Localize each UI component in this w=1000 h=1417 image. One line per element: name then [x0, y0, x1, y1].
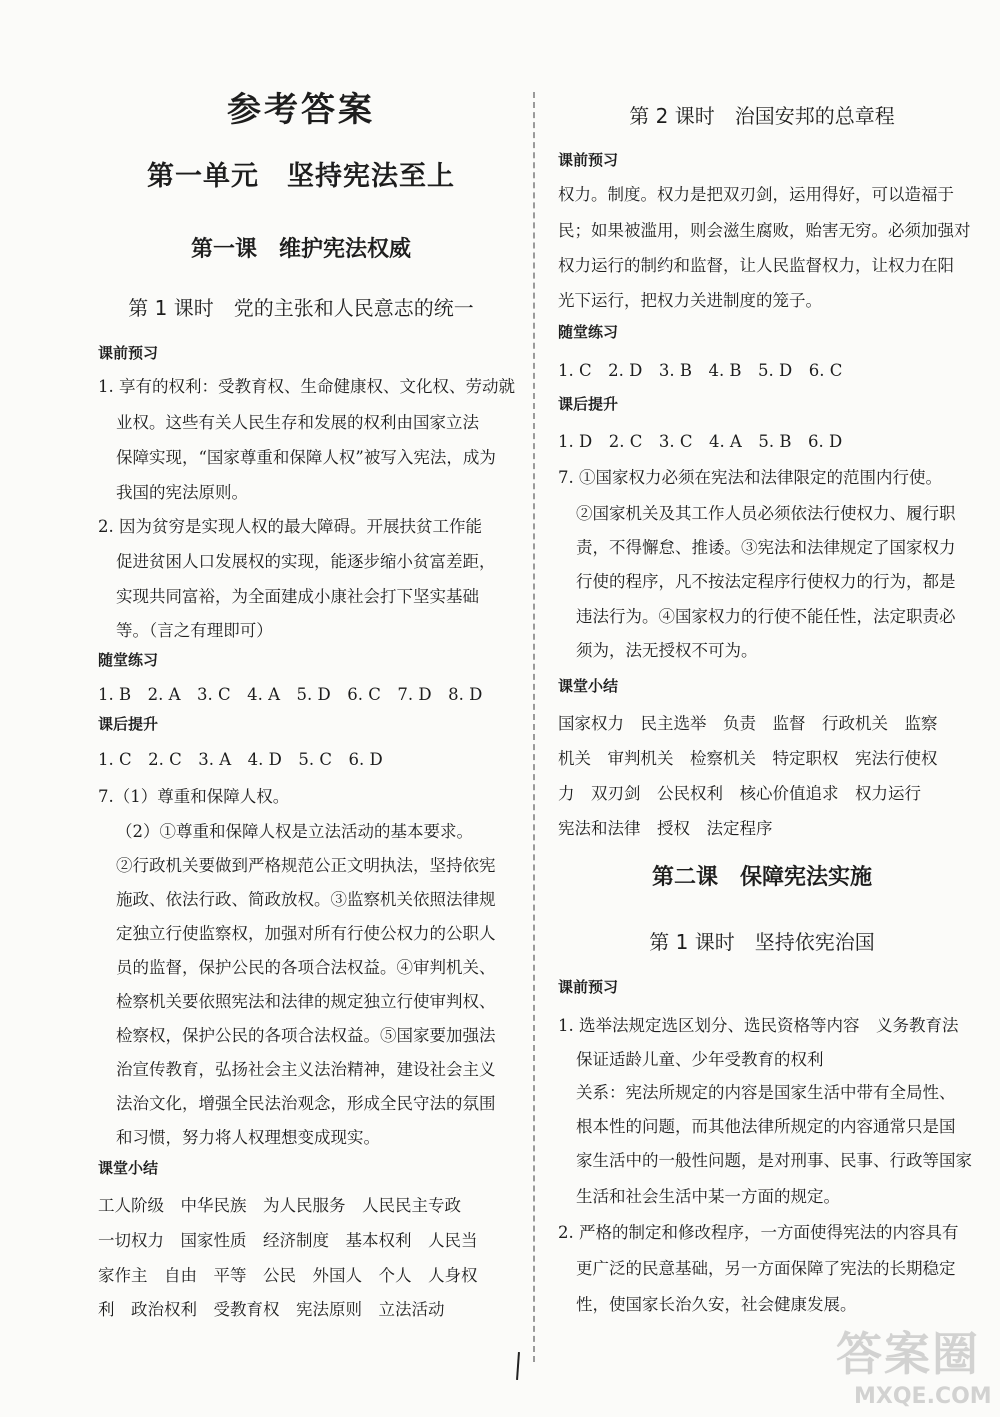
text-line: 更广泛的民意基础，另一方面保障了宪法的长期稳定 [576, 1259, 956, 1278]
answer-line: 1. D 2. C 3. C 4. A 5. B 6. D [558, 432, 843, 451]
section-heading-preview: 课前预习 [98, 344, 159, 362]
page-mark [516, 1352, 520, 1380]
answer-line: 1. B 2. A 3. C 4. A 5. D 6. C 7. D 8. D [98, 685, 483, 704]
watermark-logo [836, 1318, 996, 1414]
text-line: 2. 因为贫穷是实现人权的最大障碍。开展扶贫工作能 [98, 517, 482, 536]
page-title: 参考答案 [227, 90, 375, 130]
text-line: 关系：宪法所规定的内容是国家生活中带有全局性、 [576, 1083, 956, 1102]
text-line: 违法行为。④国家权力的行使不能任性，法定职责必 [576, 607, 956, 626]
text-line: 一切权力 国家性质 经济制度 基本权利 人民当 [98, 1231, 478, 1250]
text-line: 我国的宪法原则。 [116, 483, 248, 502]
text-line: 责，不得懈怠、推诿。③宪法和法律规定了国家权力 [576, 538, 956, 557]
text-line: 权力运行的制约和监督，让人民监督权力，让权力在阳 [558, 256, 954, 275]
text-line: 施政、依法行政、简政放权。③监察机关依照法律规 [116, 890, 496, 909]
lesson-title: 第一课 维护宪法权威 [190, 236, 411, 262]
text-line: 实现共同富裕，为全面建成小康社会打下坚实基础 [116, 587, 479, 606]
text-line: 家作主 自由 平等 公民 外国人 个人 人身权 [98, 1266, 478, 1285]
text-line: 国家权力 民主选举 负责 监督 行政机关 监察 [558, 714, 938, 733]
section-heading-preview: 课前预习 [558, 151, 619, 169]
text-line: 光下运行，把权力关进制度的笼子。 [558, 291, 822, 310]
period-title: 第 1 课时 坚持依宪治国 [649, 930, 875, 954]
column-divider [533, 92, 535, 1362]
lesson-title: 第二课 保障宪法实施 [651, 864, 872, 890]
text-line: 促进贫困人口发展权的实现，能逐步缩小贫富差距， [116, 552, 496, 571]
section-heading-after: 课后提升 [558, 395, 619, 413]
text-line: 性，使国家长治久安，社会健康发展。 [576, 1295, 857, 1314]
unit-title: 第一单元 坚持宪法至上 [147, 161, 455, 192]
section-heading-summary: 课堂小结 [98, 1159, 159, 1177]
text-line: （2）①尊重和保障人权是立法活动的基本要求。 [116, 822, 473, 841]
text-line: 行使的程序，凡不按法定程序行使权力的行为，都是 [576, 572, 956, 591]
text-line: 1. 享有的权利：受教育权、生命健康权、文化权、劳动就 [98, 377, 515, 396]
answer-line: 1. C 2. C 3. A 4. D 5. C 6. D [98, 750, 383, 769]
text-line: 权力。制度。权力是把双刃剑，运用得好，可以造福于 [558, 185, 954, 204]
text-line: 保障实现，“国家尊重和保障人权”被写入宪法，成为 [116, 448, 496, 467]
text-line: 工人阶级 中华民族 为人民服务 人民民主专政 [98, 1196, 461, 1215]
watermark-text: 答案圈 [836, 1327, 980, 1381]
text-line: 力 双刃剑 公民权利 核心价值追求 权力运行 [558, 784, 921, 803]
text-line: 等。（言之有理即可） [116, 621, 273, 640]
text-line: ②国家机关及其工作人员必须依法行使权力、履行职 [576, 504, 956, 523]
text-line: ②行政机关要做到严格规范公正文明执法，坚持依宪 [116, 856, 496, 875]
section-heading-after: 课后提升 [98, 715, 159, 733]
text-line: 和习惯，努力将人权理想变成现实。 [116, 1128, 380, 1147]
text-line: 宪法和法律 授权 法定程序 [558, 819, 773, 838]
text-line: 生活和社会生活中某一方面的规定。 [576, 1187, 840, 1206]
section-heading-summary: 课堂小结 [558, 677, 619, 695]
text-line: 7.（1）尊重和保障人权。 [98, 787, 290, 806]
text-line: 机关 审判机关 检察机关 特定职权 宪法行使权 [558, 749, 938, 768]
section-heading-practice: 随堂练习 [558, 323, 619, 341]
text-line: 治宣传教育，弘扬社会主义法治精神，建设社会主义 [116, 1060, 496, 1079]
text-line: 利 政治权利 受教育权 宪法原则 立法活动 [98, 1300, 445, 1319]
text-line: 1. 选举法规定选区划分、选民资格等内容 义务教育法 [558, 1016, 959, 1035]
answer-line: 1. C 2. D 3. B 4. B 5. D 6. C [558, 361, 843, 380]
text-line: 法治文化，增强全民法治观念，形成全民守法的氛围 [116, 1094, 496, 1113]
text-line: 7. ①国家权力必须在宪法和法律限定的范围内行使。 [558, 468, 942, 487]
period-title: 第 2 课时 治国安邦的总章程 [629, 104, 895, 128]
text-line: 家生活中的一般性问题，是对刑事、民事、行政等国家 [576, 1151, 972, 1170]
watermark-domain: MXQE.COM [854, 1384, 992, 1409]
text-line: 2. 严格的制定和修改程序，一方面使得宪法的内容具有 [558, 1223, 959, 1242]
text-line: 检察权，保护公民的各项合法权益。⑤国家要加强法 [116, 1026, 496, 1045]
period-title: 第 1 课时 党的主张和人民意志的统一 [128, 296, 474, 320]
text-line: 业权。这些有关人民生存和发展的权利由国家立法 [116, 413, 479, 432]
text-line: 员的监督，保护公民的各项合法权益。④审判机关、 [116, 958, 496, 977]
text-line: 须为，法无授权不可为。 [576, 641, 758, 660]
text-line: 民；如果被滥用，则会滋生腐败，贻害无穷。必须加强对 [558, 221, 971, 240]
text-line: 检察机关要依照宪法和法律的规定独立行使审判权、 [116, 992, 496, 1011]
text-line: 根本性的问题，而其他法律所规定的内容通常只是国 [576, 1117, 956, 1136]
text-line: 定独立行使监察权，加强对所有行使公权力的公职人 [116, 924, 496, 943]
section-heading-practice: 随堂练习 [98, 651, 159, 669]
text-line: 保证适龄儿童、少年受教育的权利 [576, 1050, 824, 1069]
section-heading-preview: 课前预习 [558, 978, 619, 996]
